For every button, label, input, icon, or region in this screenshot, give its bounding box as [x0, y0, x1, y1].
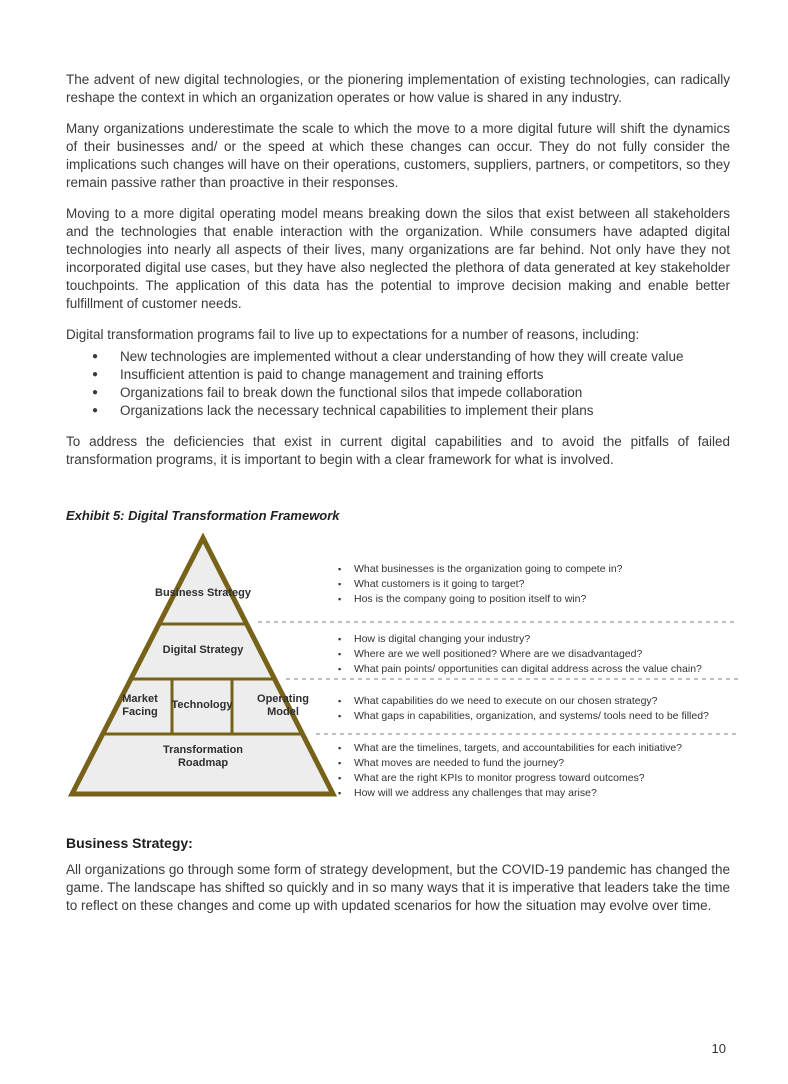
bullet-icon: ● — [92, 369, 99, 380]
pyramid-cell-technology: Technology — [171, 699, 233, 711]
question-item — [338, 632, 742, 647]
paragraph-intro-1: The advent of new digital technologies, or the pionering implementation of existing technologies, can radically reshape the context in which an organization operates or how value is shared in any industry. — [66, 72, 730, 105]
paragraph-business-strategy: All organizations go through some form of strategy development, but the COVID-19 pandemic has changed the game. The landscape has shifted so quickly and in so many ways that it is imperative that leaders take the time to reflect on these changes and come up with updated scenarios for how the situation may evolve over time. — [66, 862, 730, 913]
page-number: 10 — [711, 1041, 726, 1056]
question-item — [338, 756, 742, 771]
pyramid-level-digital-strategy: Digital Strategy — [162, 644, 244, 656]
question-item — [338, 647, 742, 662]
questions-transformation-roadmap — [338, 741, 742, 801]
list-item — [66, 402, 730, 420]
question-text: What pain points/ opportunities can digital address across the value chain? — [354, 663, 702, 675]
question-text: What moves are needed to fund the journey? — [354, 757, 565, 769]
section-heading-business-strategy: Business Strategy: — [66, 835, 193, 851]
question-text: What businesses is the organization going to compete in? — [354, 563, 623, 575]
bullet-icon: ▪ — [338, 711, 342, 721]
failure-reasons-list — [66, 348, 730, 420]
questions-capabilities — [338, 694, 742, 724]
list-item-text: Insufficient attention is paid to change management and training efforts — [120, 367, 544, 382]
bullet-icon: ● — [92, 405, 99, 416]
question-item — [338, 694, 742, 709]
pyramid-cell-market-facing: Market Facing — [122, 693, 158, 718]
document-content — [66, 0, 730, 928]
paragraph-intro-2: Many organizations underestimate the scale to which the move to a more digital future will shift the dynamics of their businesses and/ or the speed at which these changes can occur. They do not fully consider the implications such changes will have on their operations, customers, suppliers, partners, or competitors, so they remain passive rather than proactive in their responses. — [66, 121, 730, 190]
pyramid-cell-operating-model: Operating Model — [257, 693, 309, 718]
digital-transformation-pyramid-diagram — [66, 531, 746, 806]
question-text: What capabilities do we need to execute on our chosen strategy? — [354, 695, 658, 707]
bullet-icon: ▪ — [338, 564, 342, 574]
questions-business-strategy — [338, 562, 742, 607]
bullet-icon: ▪ — [338, 649, 342, 659]
bullet-icon: ▪ — [338, 773, 342, 783]
question-text: Hos is the company going to position itself to win? — [354, 593, 587, 605]
question-item — [338, 709, 742, 724]
pyramid-level-transformation-roadmap: Transformation Roadmap — [162, 744, 244, 769]
bullet-icon: ▪ — [338, 788, 342, 798]
question-text: What are the timelines, targets, and accountabilities for each initiative? — [354, 742, 683, 754]
question-item — [338, 786, 742, 801]
bullet-icon: ● — [92, 351, 99, 362]
questions-digital-strategy — [338, 632, 742, 677]
question-text: What are the right KPIs to monitor progress toward outcomes? — [354, 772, 645, 784]
paragraph-intro-3: Moving to a more digital operating model means breaking down the silos that exist between all stakeholders and the technologies that enable interaction with the organization. While consumers have adapted digital technologies into nearly all aspects of their lives, many organizations are far behind. Not only have they not incorporated digital use cases, but they have also neglected the plethora of data generated at key stakeholder touchpoints. The application of this data has the potential to improve decision making and enable better fulfillment of customer needs. — [66, 206, 730, 311]
question-item — [338, 592, 742, 607]
question-text: How is digital changing your industry? — [354, 633, 531, 645]
question-item — [338, 577, 742, 592]
bullet-icon: ▪ — [338, 664, 342, 674]
bullet-icon: ▪ — [338, 743, 342, 753]
question-item — [338, 562, 742, 577]
question-item — [338, 771, 742, 786]
question-item — [338, 741, 742, 756]
bullet-icon: ▪ — [338, 594, 342, 604]
bullet-icon: ▪ — [338, 758, 342, 768]
list-item-text: New technologies are implemented without a clear understanding of how they will create value — [120, 349, 684, 364]
list-item — [66, 384, 730, 402]
question-text: Where are we well positioned? Where are we disadvantaged? — [354, 648, 643, 660]
question-text: What gaps in capabilities, organization, and systems/ tools need to be filled? — [354, 710, 709, 722]
list-item-text: Organizations lack the necessary technical capabilities to implement their plans — [120, 403, 594, 418]
list-item — [66, 366, 730, 384]
list-item — [66, 348, 730, 366]
bullet-icon: ▪ — [338, 579, 342, 589]
list-item-text: Organizations fail to break down the functional silos that impede collaboration — [120, 385, 583, 400]
bullet-icon: ▪ — [338, 634, 342, 644]
paragraph-closing: To address the deficiencies that exist in current digital capabilities and to avoid the pitfalls of failed transformation programs, it is important to begin with a clear framework for what is involved. — [66, 434, 730, 467]
bullet-icon: ▪ — [338, 696, 342, 706]
question-text: How will we address any challenges that may arise? — [354, 787, 597, 799]
bullet-icon: ● — [92, 387, 99, 398]
paragraph-reasons-lead: Digital transformation programs fail to live up to expectations for a number of reasons, including: — [66, 327, 640, 342]
pyramid-level-business-strategy: Business Strategy — [155, 587, 251, 599]
question-text: What customers is it going to target? — [354, 578, 525, 590]
exhibit-title: Exhibit 5: Digital Transformation Framework — [66, 508, 340, 523]
question-item — [338, 662, 742, 677]
